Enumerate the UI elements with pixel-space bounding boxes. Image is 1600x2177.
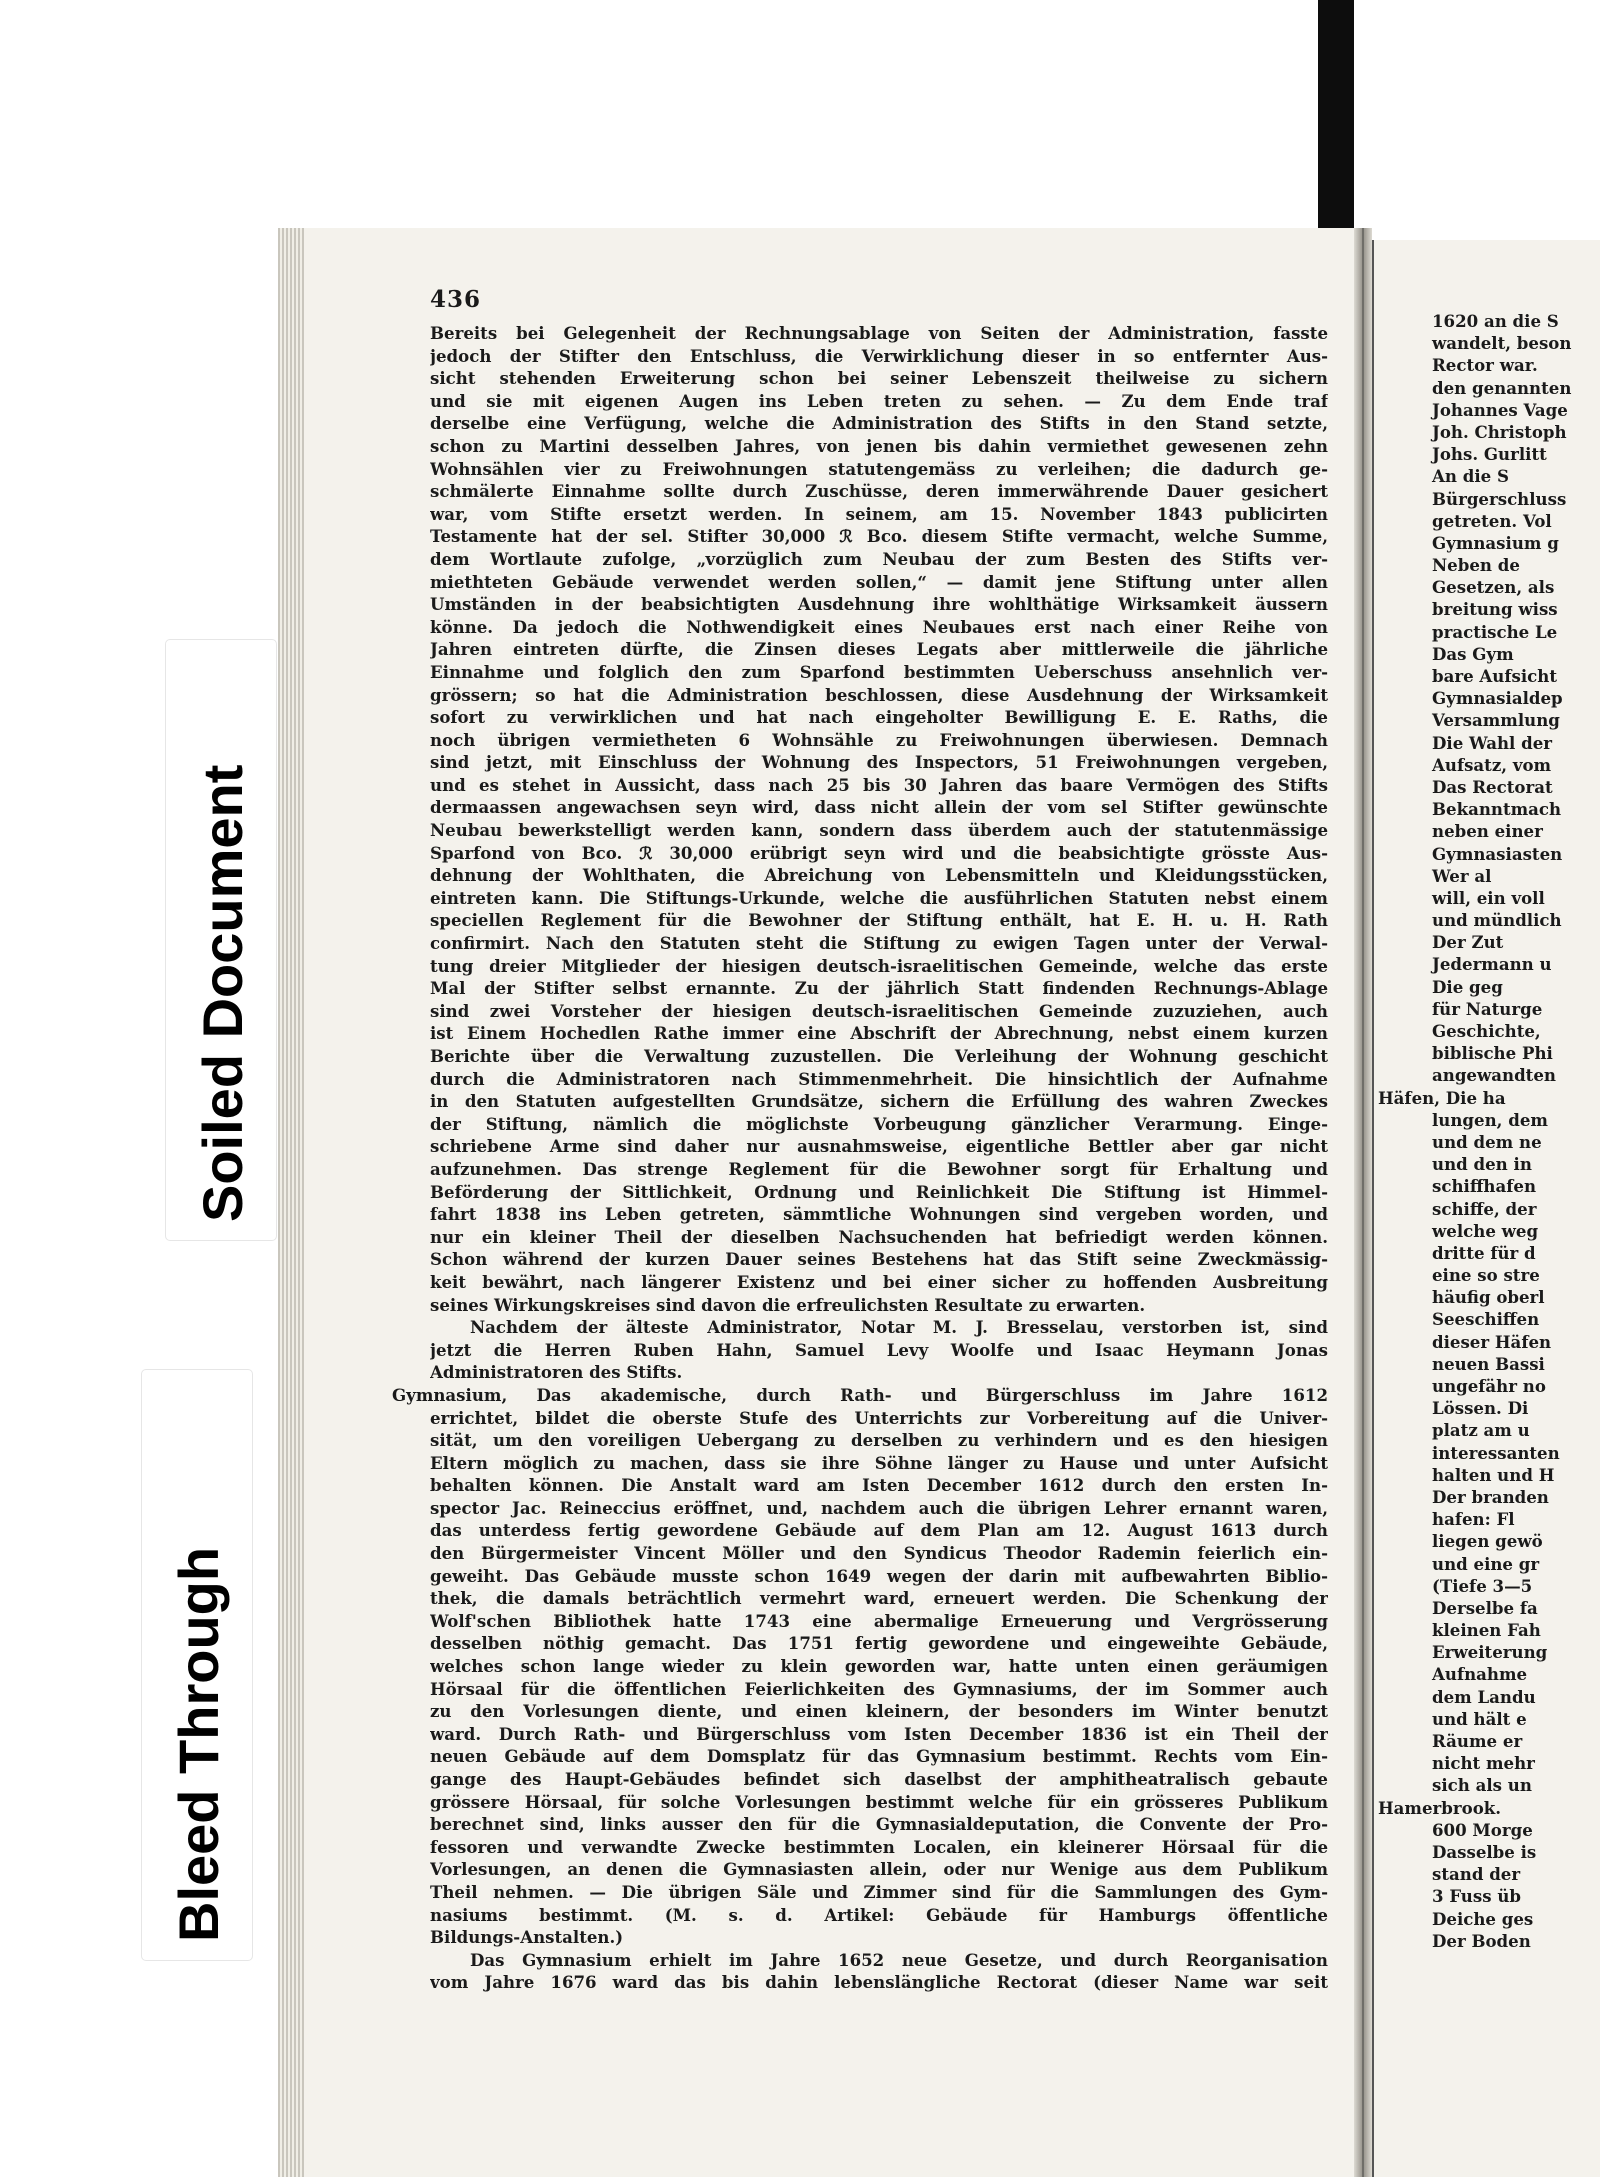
right-text-line: hafen: Fl [1432, 1509, 1515, 1530]
right-text-line: den genannten [1432, 377, 1572, 398]
text-line: tung dreier Mitglieder der hiesigen deutsch-israelitischen Gemeinde, welche das erste [430, 955, 1328, 976]
right-text-line: Johs. Gurlitt [1432, 444, 1547, 465]
text-line: zu den Vorlesungen diente, und einen kleinern, der besonders im Winter benutzt [430, 1701, 1328, 1722]
text-line: Testamente hat der sel. Stifter 30,000 ℛ Bco. diesem Stifte vermacht, welche Summe, [430, 526, 1328, 547]
text-line: Wohnsählen vier zu Freiwohnungen statutengemäss zu verleihen; die dadurch ge- [430, 458, 1328, 479]
right-text-line: wandelt, beson [1432, 333, 1572, 354]
text-line: confirmirt. Nach den Statuten steht die Stiftung zu ewigen Tagen unter der Verwal- [430, 933, 1328, 954]
right-text-line: Das Rectorat [1432, 776, 1553, 797]
right-text-line: Gymnasium g [1432, 532, 1559, 553]
text-line: berechnet sind, links ausser den für die Gymnasialdeputation, die Convente der Pro- [430, 1814, 1328, 1835]
right-text-line: dritte für d [1432, 1242, 1536, 1263]
text-line: speciellen Reglement für die Bewohner der Stiftung enthält, hat E. H. u. H. Rath [430, 910, 1328, 931]
right-text-line: liegen gewö [1432, 1531, 1543, 1552]
right-text-line: Die geg [1432, 976, 1503, 997]
right-text-line: getreten. Vol [1432, 510, 1552, 531]
text-line: Das Gymnasium erhielt im Jahre 1652 neue Gesetze, und durch Reorganisation [470, 1949, 1328, 1970]
text-line: Umständen in der beabsichtigten Ausdehnung ihre wohlthätige Wirksamkeit äussern [430, 594, 1328, 615]
text-line: in den Statuten aufgestellten Grundsätze, sichern die Erfüllung des wahren Zweckes [430, 1091, 1328, 1112]
right-text-line: Gymnasialdep [1432, 688, 1563, 709]
right-text-line: Der branden [1432, 1486, 1549, 1507]
text-line: Berichte über die Verwaltung zuzustellen. Die Verleihung der Wohnung geschicht [430, 1046, 1328, 1066]
right-text-line: Bekanntmach [1432, 799, 1562, 820]
soiled-document-label-text: Soiled Document [191, 764, 254, 1222]
right-text-line: und mündlich [1432, 910, 1562, 931]
right-text-line: Gesetzen, als [1432, 577, 1555, 598]
text-line: grössere Hörsaal, für solche Vorlesungen bestimmt welche für ein grösseres Publikum [430, 1791, 1328, 1812]
right-text-line: angewandten [1432, 1065, 1556, 1086]
text-line: sität, um den voreiligen Uebergang zu derselben zu verhindern und es den hiesigen [430, 1430, 1328, 1451]
text-line: grössern; so hat die Administration beschlossen, diese Ausdehnung der Wirksamkeit [430, 684, 1328, 705]
text-line: derselbe eine Verfügung, welche die Administration des Stifts in den Stand setzte, [430, 413, 1328, 434]
right-text-line: dem Landu [1432, 1686, 1536, 1707]
right-page-text [1378, 310, 1600, 1952]
text-line: Jahren eintreten dürfte, die Zinsen dieses Legats aber mittlerweile die jährliche [430, 639, 1328, 660]
right-text-line: neben einer [1432, 821, 1543, 842]
text-line: keit bewährt, nach längerer Existenz und bei einer sicher zu hoffenden Ausbreitung [430, 1271, 1328, 1292]
text-line: ist Einem Hochedlen Rathe immer eine Abschrift der Abrechnung, nebst einem kurzen [430, 1023, 1328, 1044]
text-line: spector Jac. Reineccius eröffnet, und, nachdem auch die übrigen Lehrer ernannt waren, [430, 1497, 1328, 1518]
right-text-line: interessanten [1432, 1442, 1560, 1463]
page-text [392, 322, 1328, 1994]
right-text-line: (Tiefe 3—5 [1432, 1575, 1533, 1596]
right-text-line: Hamerbrook. [1378, 1797, 1502, 1818]
text-line: Einnahme und folglich den zum Sparfond bestimmten Ueberschuss ansehnlich ver- [430, 661, 1328, 682]
right-text-line: kleinen Fah [1432, 1620, 1541, 1641]
right-text-line: schiffhafen [1432, 1176, 1537, 1197]
text-line: das unterdess fertig gewordene Gebäude auf dem Plan am 12. August 1613 durch [430, 1520, 1328, 1541]
text-line: schmälerte Einnahme sollte durch Zuschüsse, deren immerwährende Dauer gesichert [430, 481, 1328, 502]
text-line: Eltern möglich zu machen, dass sie ihre Söhne länger zu Hause und unter Aufsicht [430, 1452, 1328, 1473]
text-line: noch übrigen vermietheten 6 Wohnsähle zu Freiwohnungen überwiesen. Demnach [430, 729, 1328, 750]
right-text-line: practische Le [1432, 621, 1558, 642]
right-text-line: für Naturge [1432, 998, 1543, 1019]
right-text-line: Versammlung [1432, 710, 1560, 731]
right-text-line: biblische Phi [1432, 1043, 1553, 1064]
text-line: Nachdem der älteste Administrator, Notar M. J. Bresselau, verstorben ist, sind [470, 1317, 1328, 1338]
text-line: schriebene Arme sind daher nur ausnahmsweise, eigentliche Bettler aber gar nicht [430, 1136, 1328, 1157]
right-text-line: und dem ne [1432, 1131, 1542, 1152]
text-line: miethteten Gebäude verwendet werden sollen,“ — damit jene Stiftung unter allen [430, 571, 1328, 592]
text-line: war, vom Stifte ersetzt werden. In seinem, am 15. November 1843 publicirten [430, 503, 1328, 524]
text-line: geweiht. Das Gebäude musste schon 1649 wegen der darin mit aufbewahrten Biblio- [430, 1565, 1328, 1586]
right-text-line: 1620 an die S [1432, 311, 1559, 331]
right-text-line: Die Wahl der [1432, 732, 1553, 753]
text-line: ward. Durch Rath- und Bürgerschluss vom Isten December 1836 ist ein Theil der [430, 1723, 1328, 1744]
right-text-line: Der Zut [1432, 932, 1504, 953]
text-line: Schon während der kurzen Dauer seines Bestehens hat das Stift seine Zweckmässig- [430, 1249, 1328, 1270]
right-text-line: nicht mehr [1432, 1753, 1535, 1774]
text-line: dem Wortlaute zufolge, „vorzüglich zum Neubau der zum Besten des Stifts ver- [430, 548, 1328, 569]
page-stack-edge [278, 228, 304, 2177]
text-line: Administratoren des Stifts. [430, 1362, 683, 1383]
text-line: sicht stehenden Erweiterung schon bei seiner Lebenszeit theilweise zu sichern [430, 368, 1328, 389]
right-text-line: dieser Häfen [1432, 1331, 1552, 1352]
right-text-line: Das Gym [1432, 643, 1514, 664]
right-text-line: Räume er [1432, 1731, 1523, 1751]
right-text-line: Neben de [1432, 555, 1520, 576]
text-line: der Stiftung, nämlich die möglichste Vorbeugung gänzlicher Verarmung. Einge- [430, 1113, 1328, 1134]
text-line: Mal der Stifter selbst ernannte. Zu der jährlich Statt findenden Rechnungs-Ablage [430, 978, 1328, 999]
text-line: fahrt 1838 ins Leben getreten, sämmtliche Wohnungen sind vergeben worden, und [430, 1204, 1328, 1225]
text-line: durch die Administratoren nach Stimmenmehrheit. Die hinsichtlich der Aufnahme [430, 1068, 1328, 1089]
right-text-line: 3 Fuss üb [1432, 1886, 1522, 1907]
text-line: sind jetzt, mit Einschluss der Wohnung des Inspectors, 51 Freiwohnungen vergeben, [430, 752, 1328, 773]
text-line: Beförderung der Sittlichkeit, Ordnung und Reinlichkeit Die Stiftung ist Himmel- [430, 1181, 1328, 1202]
text-line: behalten können. Die Anstalt ward am Isten December 1612 durch den ersten In- [430, 1475, 1328, 1496]
right-text-line: welche weg [1432, 1220, 1539, 1241]
right-text-line: An die S [1432, 466, 1509, 487]
text-line: Sparfond von Bco. ℛ 30,000 erübrigt seyn wird und die beabsichtigte grösste Aus- [430, 842, 1328, 863]
text-line: Neubau bewerkstelligt werden kann, sondern dass überdem auch der statutenmässige [430, 820, 1328, 841]
text-line: neuen Gebäude auf dem Domsplatz für das Gymnasium bestimmt. Rechts vom Ein- [430, 1746, 1328, 1767]
right-text-line: und den in [1432, 1154, 1532, 1175]
text-line: Theil nehmen. — Die übrigen Säle und Zimmer sind für die Sammlungen des Gym- [430, 1881, 1328, 1902]
text-line: jedoch der Stifter den Entschluss, die Verwirklichung dieser in so entfernter Aus- [430, 345, 1328, 366]
bleed-through-label-text: Bleed Through [167, 1546, 230, 1942]
text-line: und es stehet in Aussicht, dass nach 25 bis 30 Jahren das baare Vermögen des Stifts [430, 774, 1328, 795]
text-line: Bereits bei Gelegenheit der Rechnungsablage von Seiten der Administration, fasste [430, 323, 1328, 343]
text-line: gange des Haupt-Gebäudes befindet sich daselbst der amphitheatralisch gebaute [430, 1769, 1328, 1789]
right-text-line: sich als un [1432, 1775, 1532, 1796]
right-text-line: platz am u [1432, 1420, 1530, 1441]
right-text-line: lungen, dem [1432, 1109, 1548, 1130]
text-line: könne. Da jedoch die Nothwendigkeit eines Neubaues erst nach einer Reihe von [430, 616, 1328, 637]
text-line: nasiums bestimmt. (M. s. d. Artikel: Gebäude für Hamburgs öffentliche [430, 1904, 1328, 1925]
text-line: desselben nöthig gemacht. Das 1751 fertig gewordene und eingeweihte Gebäude, [430, 1633, 1328, 1654]
right-text-line: Der Boden [1432, 1930, 1531, 1951]
right-text-line: Seeschiffen [1432, 1309, 1540, 1330]
soiled-document-label [166, 640, 276, 1240]
book-gutter [1354, 228, 1372, 2177]
text-line: welches schon lange wieder zu klein geworden war, hatte unten einen geräumigen [430, 1656, 1328, 1677]
black-margin-band [1336, 0, 1354, 240]
text-line: den Bürgermeister Vincent Möller und den Syndicus Theodor Rademin feierlich ein- [430, 1543, 1328, 1564]
right-text-line: Wer al [1432, 865, 1492, 886]
right-text-line: Rector war. [1432, 355, 1538, 376]
text-line: nur ein kleiner Theil der dieselben Nachsuchenden hat befriedigt werden können. [430, 1226, 1328, 1247]
text-line: seines Wirkungskreises sind davon die erfreulichsten Resultate zu erwarten. [430, 1294, 1146, 1315]
right-text-line: Aufnahme [1432, 1664, 1528, 1685]
right-text-line: und eine gr [1432, 1553, 1540, 1574]
right-text-line: Jedermann u [1432, 954, 1552, 975]
text-line: Wolf'schen Bibliothek hatte 1743 eine abermalige Erneuerung und Vergrösserung [430, 1610, 1328, 1631]
text-line: Hörsaal für die öffentlichen Feierlichkeiten des Gymnasiums, der im Sommer auch [430, 1678, 1328, 1699]
right-text-line: und hält e [1432, 1708, 1527, 1729]
right-text-line: ungefähr no [1432, 1376, 1546, 1396]
text-line: und sie mit eigenen Augen ins Leben treten zu sehen. — Zu dem Ende traf [430, 390, 1328, 411]
right-text-line: Häfen, Die ha [1378, 1087, 1506, 1108]
text-line: jetzt die Herren Ruben Hahn, Samuel Levy Woolfe und Isaac Heymann Jonas [430, 1339, 1328, 1360]
right-text-line: neuen Bassi [1432, 1353, 1545, 1374]
text-line: errichtet, bildet die oberste Stufe des Unterrichts zur Vorbereitung auf die Univer- [430, 1407, 1328, 1428]
text-line: vom Jahre 1676 ward das bis dahin lebenslängliche Rectorat (dieser Name war seit [430, 1972, 1328, 1993]
text-line: sind zwei Vorsteher der hiesigen deutsch-israelitischen Gemeinde zuzuziehen, auch [430, 1000, 1328, 1021]
text-line: Bildungs-Anstalten.) [430, 1927, 624, 1948]
right-text-line: Gymnasiasten [1432, 843, 1563, 864]
right-text-line: breitung wiss [1432, 599, 1558, 620]
right-text-line: stand der [1432, 1864, 1521, 1885]
text-line: Vorlesungen, an denen die Gymnasiasten allein, oder nur Wenige aus dem Publikum [430, 1859, 1328, 1880]
bleed-through-label [142, 1370, 252, 1960]
text-line: dehnung der Wohlthaten, die Abreichung von Lebensmitteln und Kleidungsstücken, [430, 865, 1328, 886]
page-number: 436 [430, 286, 482, 313]
right-text-line: eine so stre [1432, 1265, 1540, 1286]
right-text-line: schiffe, der [1432, 1198, 1537, 1219]
right-text-line: Bürgerschluss [1432, 488, 1567, 509]
right-text-line: Derselbe fa [1432, 1597, 1538, 1618]
right-text-line: Lössen. Di [1432, 1398, 1529, 1419]
right-text-line: halten und H [1432, 1464, 1555, 1485]
text-line: aufzunehmen. Das strenge Reglement für die Bewohner sorgt für Erhaltung und [430, 1158, 1328, 1179]
right-text-line: Aufsatz, vom [1432, 754, 1552, 775]
right-text-line: Erweiterung [1432, 1642, 1548, 1663]
right-text-line: Geschichte, [1432, 1021, 1541, 1041]
text-line: eintreten kann. Die Stiftungs-Urkunde, welche die ausführlichen Statuten nebst einem [430, 887, 1328, 908]
text-line: Gymnasium, Das akademische, durch Rath- und Bürgerschluss im Jahre 1612 [392, 1384, 1328, 1405]
right-text-line: Johannes Vage [1432, 399, 1568, 420]
right-text-line: will, ein voll [1432, 887, 1545, 908]
right-text-line: Dasselbe is [1432, 1841, 1537, 1862]
right-text-line: Deiche ges [1432, 1908, 1534, 1929]
right-text-line: häufig oberl [1432, 1287, 1545, 1308]
right-text-line: 600 Morge [1432, 1819, 1533, 1840]
text-line: dermaassen angewachsen seyn wird, dass nicht allein der vom sel Stifter gewünschte [430, 797, 1328, 818]
text-line: schon zu Martini desselben Jahres, von jenen bis dahin vermiethet gewesenen zehn [430, 435, 1328, 456]
text-line: sofort zu verwirklichen und hat nach eingeholter Bewilligung E. E. Raths, die [430, 707, 1328, 728]
text-line: thek, die damals beträchtlich vermehrt ward, erneuert werden. Die Schenkung der [430, 1588, 1328, 1609]
text-line: fessoren und verwandte Zwecke bestimmten Localen, ein kleinerer Hörsaal für die [430, 1836, 1328, 1857]
right-text-line: bare Aufsicht [1432, 666, 1557, 686]
right-text-line: Joh. Christoph [1432, 421, 1567, 442]
